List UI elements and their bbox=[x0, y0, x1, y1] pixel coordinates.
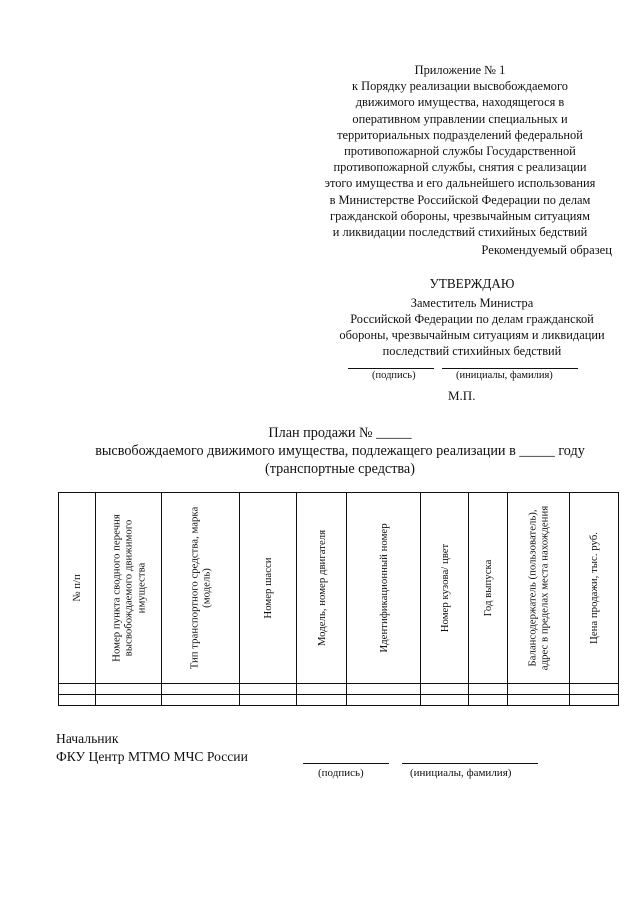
approve-signature-line bbox=[348, 368, 434, 369]
table-row bbox=[59, 695, 619, 706]
approve-heading: УТВЕРЖДАЮ bbox=[429, 276, 515, 291]
plan-title-line: План продажи № _____ bbox=[268, 425, 412, 441]
appendix-line: территориальных подразделений федеральной bbox=[337, 127, 583, 142]
seal-mark: М.П. bbox=[448, 388, 476, 403]
column-header bbox=[240, 493, 297, 684]
column-header-text: Модель, номер двигателя bbox=[315, 529, 328, 647]
column-header-text: Идентификационный номер bbox=[377, 523, 390, 653]
column-header-text: Номер шасси bbox=[261, 557, 274, 619]
column-header-text: Балансодержатель (пользователь), адрес в пределах места нахождения bbox=[526, 505, 551, 671]
approve-line: Заместитель Министра bbox=[410, 296, 534, 310]
chief-initials-caption: (инициалы, фамилия) bbox=[410, 767, 512, 779]
chief-organization: ФКУ Центр МТМО МЧС России bbox=[56, 749, 248, 764]
plan-title-line: (транспортные средства) bbox=[265, 461, 415, 477]
approve-initials-caption: (инициалы, фамилия) bbox=[456, 370, 553, 381]
column-header bbox=[469, 493, 508, 684]
chief-signature-caption: (подпись) bbox=[318, 767, 364, 779]
column-header-text: Тип транспортного средства, марка (модель) bbox=[188, 506, 213, 670]
plan-title-line: высвобождаемого движимого имущества, подлежащего реализации в _____ году bbox=[95, 443, 585, 459]
chief-signature-line bbox=[303, 763, 389, 764]
column-header-text: Год выпуска bbox=[481, 559, 494, 617]
chief-initials-line bbox=[402, 763, 538, 764]
approve-line: обороны, чрезвычайным ситуациям и ликвидации bbox=[339, 328, 605, 342]
appendix-line: движимого имущества, находящегося в bbox=[355, 95, 565, 110]
approval-block bbox=[322, 276, 622, 359]
column-header bbox=[162, 493, 240, 684]
appendix-line: гражданской обороны, чрезвычайным ситуациям bbox=[330, 208, 590, 223]
appendix-line: к Порядку реализации высвобождаемого bbox=[352, 79, 568, 94]
appendix-line: противопожарной службы Государственной bbox=[344, 144, 576, 159]
chief-position: Начальник bbox=[56, 731, 119, 746]
recommended-sample-label: Рекомендуемый образец bbox=[481, 243, 612, 257]
plan-title bbox=[40, 424, 640, 478]
column-header bbox=[297, 493, 347, 684]
sale-plan-table bbox=[58, 492, 619, 706]
column-header bbox=[59, 493, 96, 684]
column-header-text: Цена продажи, тыс. руб. bbox=[587, 532, 600, 644]
column-header bbox=[96, 493, 162, 684]
appendix-block bbox=[300, 62, 620, 240]
approve-initials-line bbox=[442, 368, 578, 369]
column-header bbox=[421, 493, 469, 684]
column-header-text: Номер кузова/ цвет bbox=[438, 543, 451, 633]
chief-signature-block bbox=[56, 730, 248, 766]
appendix-line: в Министерстве Российской Федерации по делам bbox=[329, 192, 591, 207]
appendix-line: и ликвидации последствий стихийных бедствий bbox=[332, 225, 588, 240]
table-header-row bbox=[59, 493, 619, 684]
appendix-line: этого имущества и его дальнейшего использования bbox=[324, 176, 596, 191]
approve-line: Российской Федерации по делам гражданской bbox=[350, 312, 594, 326]
column-header bbox=[508, 493, 570, 684]
column-header bbox=[347, 493, 421, 684]
column-header-text: № п/п bbox=[70, 574, 83, 602]
appendix-line: Приложение № 1 bbox=[414, 63, 506, 77]
column-header bbox=[570, 493, 619, 684]
approve-line: последствий стихийных бедствий bbox=[382, 344, 562, 358]
table-row bbox=[59, 684, 619, 695]
appendix-line: противопожарной службы, снятия с реализации bbox=[333, 160, 587, 175]
column-header-text: Номер пункта сводного перечня высвобождаемого движимого имущества bbox=[109, 514, 147, 662]
appendix-line: оперативном управлении специальных и bbox=[352, 111, 568, 126]
approve-signature-caption: (подпись) bbox=[372, 370, 416, 381]
